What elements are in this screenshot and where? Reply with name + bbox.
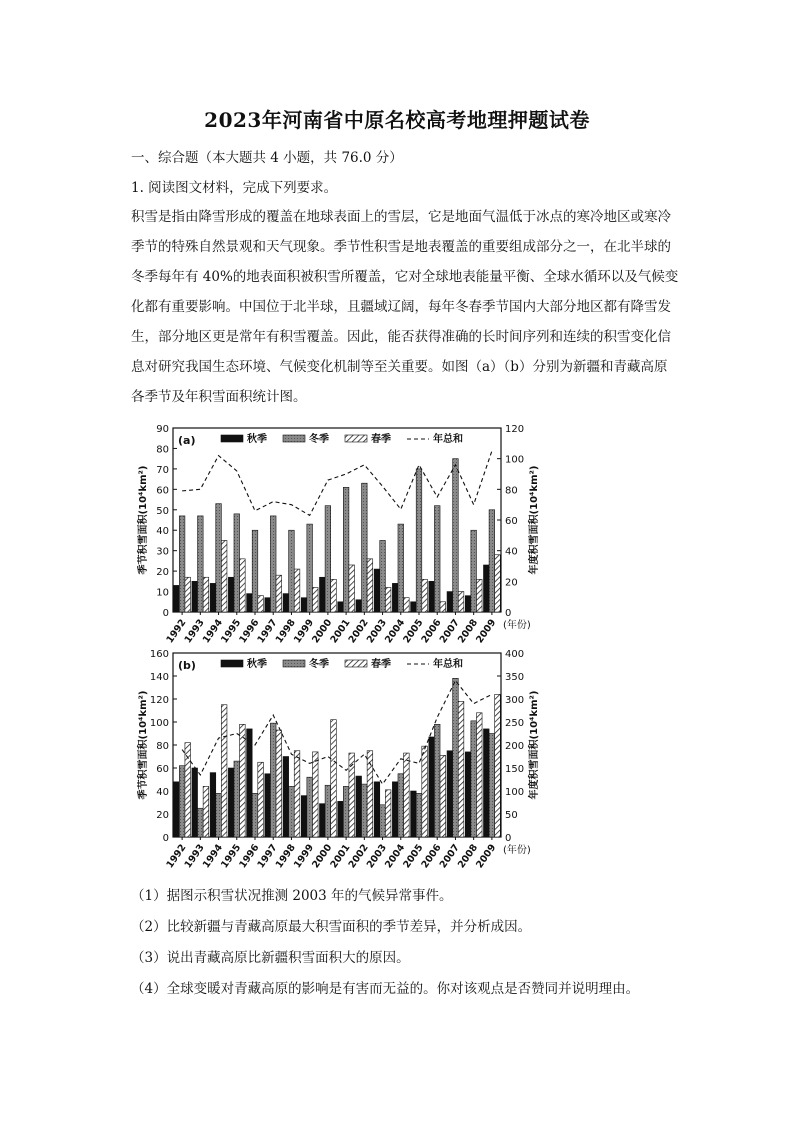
bar-black <box>301 796 307 837</box>
legend-label: 春季 <box>371 434 391 445</box>
x-tick-label: 2006 <box>419 617 444 645</box>
x-tick-label: 1995 <box>219 842 244 870</box>
bar-black <box>210 583 216 612</box>
bar-gray <box>343 786 349 837</box>
x-tick-label: 2001 <box>328 617 353 645</box>
x-tick-label: 2003 <box>364 842 390 870</box>
x-tick-label: 2005 <box>401 842 426 870</box>
x-tick-label: 2002 <box>346 617 371 645</box>
y2-tick-label: 150 <box>505 764 525 775</box>
legend-label: 春季 <box>371 659 391 670</box>
legend-label: 年总和 <box>433 659 463 670</box>
chart-b-qinghai-tibet <box>0 645 794 870</box>
bar-gray <box>489 510 495 612</box>
paragraph-line: 息对研究我国生态环境、气候变化机制等至关重要。如图（a）（b）分别为新疆和青藏高原 <box>131 359 668 375</box>
bar-hatch <box>240 559 246 612</box>
bar-black <box>247 729 253 837</box>
legend-swatch-hatch <box>345 435 367 442</box>
x-tick-label: 2000 <box>310 842 335 870</box>
chart-a-xinjiang <box>0 420 794 645</box>
bar-gray <box>179 516 185 612</box>
y-tick-label: 140 <box>149 672 169 683</box>
y-tick-label: 50 <box>156 505 169 517</box>
bar-hatch <box>404 598 410 612</box>
bar-black <box>319 804 325 837</box>
bar-black <box>356 776 362 837</box>
sub-question-1: （1）据图示积雪状况推测 2003 年的气候异常事件。 <box>131 888 453 904</box>
bar-hatch <box>185 577 191 612</box>
bar-hatch <box>349 565 355 612</box>
bar-black <box>228 577 234 612</box>
x-tick-label: 2000 <box>310 617 335 645</box>
legend-swatch-gray <box>283 435 305 442</box>
bar-black <box>411 602 417 612</box>
panel-label: (a) <box>178 434 196 447</box>
x-tick-label: 2009 <box>474 617 499 645</box>
x-tick-label: 1994 <box>200 617 226 645</box>
bar-black <box>174 585 180 612</box>
bar-gray <box>398 524 404 612</box>
bar-gray <box>489 734 495 838</box>
bar-black <box>374 569 380 612</box>
bar-hatch <box>476 579 482 612</box>
bar-black <box>392 583 398 612</box>
bar-hatch <box>221 540 227 612</box>
x-tick-label: 1999 <box>291 842 317 870</box>
bar-gray <box>216 793 222 837</box>
bar-black <box>338 602 344 612</box>
bar-hatch <box>458 701 464 837</box>
bar-gray <box>325 785 331 837</box>
x-tick-label: 2008 <box>455 842 481 870</box>
x-tick-label: 2007 <box>437 842 462 870</box>
bar-gray <box>252 793 258 837</box>
legend-swatch-hatch <box>345 660 367 667</box>
bar-hatch <box>440 755 446 837</box>
bar-gray <box>325 506 331 612</box>
bar-gray <box>307 524 313 612</box>
legend-swatch-black <box>221 435 243 442</box>
bar-black <box>265 598 271 612</box>
bar-hatch <box>312 587 318 612</box>
x-tick-label: 1997 <box>255 617 280 645</box>
bar-gray <box>216 504 222 612</box>
paragraph-line: 化都有重要影响。中国位于北半球，且疆域辽阔，每年冬春季节国内大部分地区都有降雪发 <box>131 299 671 315</box>
y-tick-label: 100 <box>149 718 169 729</box>
legend-swatch-black <box>221 660 243 667</box>
bar-gray <box>453 678 459 837</box>
y2-tick-label: 300 <box>505 695 525 706</box>
y-tick-label: 80 <box>156 741 169 752</box>
x-tick-label: 2001 <box>328 842 353 870</box>
y2-tick-label: 120 <box>505 424 525 435</box>
bar-hatch <box>203 786 209 837</box>
bar-black <box>429 581 435 612</box>
legend-label: 秋季 <box>247 659 267 670</box>
bar-gray <box>289 786 295 837</box>
bar-black <box>174 782 180 837</box>
bar-hatch <box>458 592 464 612</box>
y-tick-label: 0 <box>162 608 169 619</box>
x-tick-label: 2009 <box>474 842 499 870</box>
bar-gray <box>234 761 240 837</box>
x-tick-label: 1999 <box>291 617 317 645</box>
bar-black <box>283 757 289 838</box>
bar-black <box>228 768 234 837</box>
y2-tick-label: 60 <box>505 516 518 527</box>
x-tick-label: 2004 <box>383 617 408 645</box>
sub-question-4: （4）全球变暖对青藏高原的影响是有害而无益的。你对该观点是否赞同并说明理由。 <box>131 981 640 997</box>
y-tick-label: 120 <box>149 695 169 706</box>
bar-hatch <box>367 559 373 612</box>
y-tick-label: 40 <box>156 787 169 798</box>
bar-hatch <box>294 569 300 612</box>
question-heading: 1. 阅读图文材料，完成下列要求。 <box>131 180 338 196</box>
paragraph-line: 冬季每年有 40%的地表面积被积雪所覆盖，它对全球地表能量平衡、全球水循环以及气候变 <box>131 269 679 285</box>
bar-hatch <box>203 577 209 612</box>
y2-tick-label: 100 <box>505 787 525 798</box>
panel-label: (b) <box>178 659 196 672</box>
bar-black <box>338 801 344 837</box>
question-paragraph <box>131 202 691 412</box>
bar-black <box>265 774 271 837</box>
y2-tick-label: 400 <box>505 649 525 660</box>
y-tick-label: 20 <box>156 810 169 821</box>
bar-hatch <box>385 790 391 837</box>
bar-hatch <box>258 596 264 612</box>
bar-black <box>247 594 253 612</box>
bar-gray <box>252 530 258 612</box>
bar-black <box>447 592 453 612</box>
bar-hatch <box>476 713 482 837</box>
x-tick-label: 1998 <box>273 617 298 645</box>
y-axis-title: 季节积雪面积(10⁴km²) <box>138 690 149 800</box>
bar-black <box>356 600 362 612</box>
paragraph-line: 积雪是指由降雪形成的覆盖在地球表面上的雪层，它是地面气温低于冰点的寒冷地区或寒冷 <box>131 209 671 225</box>
y2-tick-label: 50 <box>505 810 518 821</box>
bar-hatch <box>422 579 428 612</box>
paragraph-line: 季节的特殊自然景观和天气现象。季节性积雪是地表覆盖的重要组成部分之一，在北半球的 <box>131 239 671 255</box>
bar-hatch <box>404 753 410 837</box>
y-tick-label: 40 <box>156 526 169 538</box>
bar-hatch <box>294 751 300 837</box>
y-tick-label: 60 <box>156 485 169 497</box>
bar-gray <box>434 724 440 837</box>
bar-gray <box>270 516 276 612</box>
x-axis-unit: (年份) <box>503 845 531 856</box>
bar-gray <box>380 540 386 612</box>
bar-black <box>411 791 417 837</box>
x-tick-label: 1995 <box>219 617 244 645</box>
bar-gray <box>380 805 386 837</box>
bar-black <box>283 594 289 612</box>
bar-hatch <box>276 575 282 612</box>
x-tick-label: 2005 <box>401 617 426 645</box>
bar-hatch <box>495 555 501 612</box>
y-tick-label: 160 <box>149 649 169 660</box>
x-tick-label: 1993 <box>182 617 207 645</box>
bar-black <box>465 752 471 837</box>
x-tick-label: 1996 <box>237 617 262 645</box>
x-tick-label: 1997 <box>255 842 280 870</box>
bar-hatch <box>385 587 391 612</box>
x-tick-label: 1994 <box>200 842 226 870</box>
bar-hatch <box>440 602 446 612</box>
legend-label: 冬季 <box>309 434 329 445</box>
y-tick-label: 90 <box>156 424 169 435</box>
y2-tick-label: 20 <box>505 577 518 589</box>
x-tick-label: 2003 <box>364 617 390 645</box>
x-tick-label: 2004 <box>383 842 408 870</box>
y-tick-label: 70 <box>156 464 169 476</box>
bar-black <box>192 581 198 612</box>
section-heading: 一、综合题（本大题共 4 小题，共 76.0 分） <box>131 150 403 166</box>
y2-tick-label: 0 <box>505 608 512 619</box>
bar-gray <box>471 530 477 612</box>
y-tick-label: 10 <box>156 587 169 599</box>
bar-hatch <box>495 694 501 837</box>
bar-hatch <box>331 720 337 837</box>
y2-tick-label: 0 <box>505 833 512 844</box>
y2-tick-label: 350 <box>505 672 525 683</box>
bar-hatch <box>276 730 282 837</box>
bar-gray <box>471 721 477 837</box>
y2-tick-label: 200 <box>505 741 525 752</box>
bar-black <box>429 737 435 837</box>
x-tick-label: 2007 <box>437 617 462 645</box>
x-tick-label: 2008 <box>455 617 481 645</box>
bar-gray <box>343 487 349 612</box>
bar-hatch <box>240 724 246 837</box>
paragraph-line: 各季节及年积雪面积统计图。 <box>131 389 307 405</box>
x-axis-unit: (年份) <box>503 620 531 631</box>
x-tick-label: 1992 <box>164 842 189 870</box>
y2-tick-label: 100 <box>505 454 525 466</box>
bar-gray <box>198 516 204 612</box>
bar-gray <box>434 506 440 612</box>
bar-black <box>392 782 398 837</box>
bar-hatch <box>331 579 337 612</box>
bar-gray <box>234 514 240 612</box>
legend-label: 冬季 <box>309 659 329 670</box>
bar-gray <box>307 777 313 837</box>
bar-black <box>192 768 198 837</box>
bar-black <box>447 751 453 837</box>
bar-black <box>465 596 471 612</box>
annual-total-line <box>182 451 492 515</box>
bar-gray <box>416 793 422 837</box>
bar-black <box>483 729 489 837</box>
legend-label: 年总和 <box>433 434 463 445</box>
bar-black <box>319 577 325 612</box>
y2-axis-title: 年度积雪面积(10⁴km²) <box>529 690 540 800</box>
bar-hatch <box>312 752 318 837</box>
y2-tick-label: 250 <box>505 718 525 729</box>
bar-gray <box>416 469 422 612</box>
bar-black <box>483 565 489 612</box>
bar-hatch <box>422 746 428 837</box>
paragraph-line: 生，部分地区更是常年有积雪覆盖。因此，能否获得准确的长时间序列和连续的积雪变化信 <box>131 329 671 345</box>
y-tick-label: 60 <box>156 764 169 775</box>
bar-black <box>301 598 307 612</box>
bar-black <box>374 782 380 837</box>
y-tick-label: 20 <box>156 567 169 579</box>
y-axis-title: 季节积雪面积(10⁴km²) <box>138 465 149 575</box>
x-tick-label: 1992 <box>164 617 189 645</box>
page-title: 2023年河南省中原名校高考地理押题试卷 <box>204 108 590 132</box>
bar-black <box>210 773 216 837</box>
y2-tick-label: 40 <box>505 546 518 558</box>
x-tick-label: 2002 <box>346 842 371 870</box>
sub-question-3: （3）说出青藏高原比新疆积雪面积大的原因。 <box>131 950 410 966</box>
bar-gray <box>179 766 185 837</box>
x-tick-label: 1993 <box>182 842 207 870</box>
y-tick-label: 80 <box>156 444 169 456</box>
bar-gray <box>270 723 276 837</box>
sub-question-2: （2）比较新疆与青藏高原最大积雪面积的季节差异，并分析成因。 <box>131 919 532 935</box>
bar-hatch <box>258 762 264 837</box>
bar-gray <box>198 808 204 837</box>
bar-hatch <box>221 705 227 837</box>
x-tick-label: 1996 <box>237 842 262 870</box>
bar-gray <box>362 784 368 837</box>
y2-axis-title: 年度积雪面积(10⁴km²) <box>529 465 540 575</box>
y-tick-label: 30 <box>156 546 169 558</box>
x-tick-label: 2006 <box>419 842 444 870</box>
bar-gray <box>362 483 368 612</box>
bar-gray <box>398 774 404 837</box>
y-tick-label: 0 <box>162 833 169 844</box>
y2-tick-label: 80 <box>505 485 518 497</box>
bar-gray <box>289 530 295 612</box>
bar-gray <box>453 459 459 612</box>
legend-swatch-gray <box>283 660 305 667</box>
x-tick-label: 1998 <box>273 842 298 870</box>
legend-label: 秋季 <box>247 434 267 445</box>
